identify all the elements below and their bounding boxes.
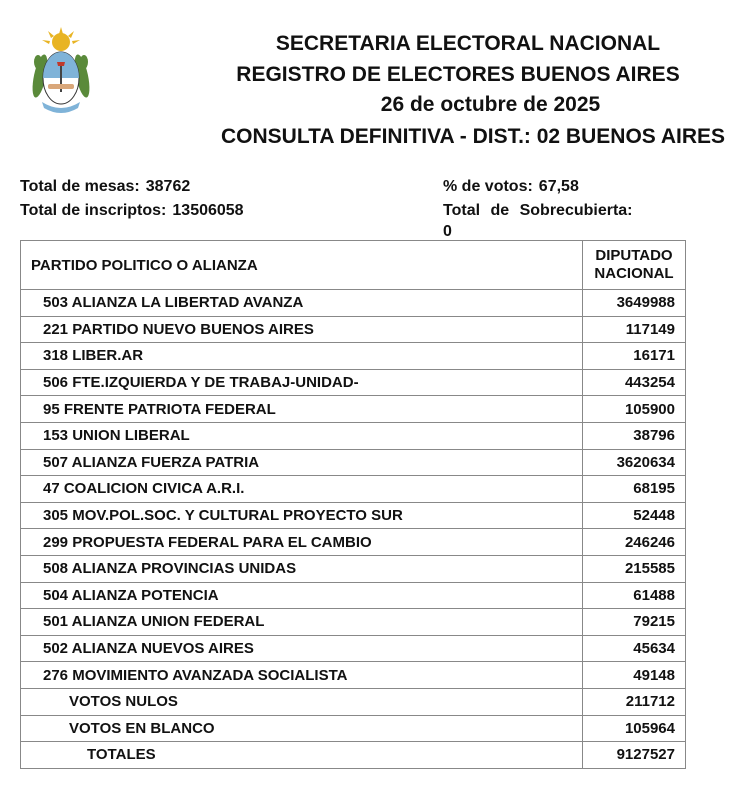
table-row [21, 635, 686, 662]
total-mesas-label: Total de mesas: [20, 178, 140, 195]
party-votes: 443254 [583, 369, 686, 396]
total-inscriptos [20, 202, 244, 220]
votos-nulos-row [21, 688, 686, 715]
party-name: 504 ALIANZA POTENCIA [21, 582, 583, 609]
table-row [21, 290, 686, 317]
votos-nulos-label: VOTOS NULOS [21, 688, 583, 715]
totales-row [21, 742, 686, 769]
party-name: 508 ALIANZA PROVINCIAS UNIDAS [21, 555, 583, 582]
party-votes: 246246 [583, 529, 686, 556]
table-row [21, 662, 686, 689]
column-header-votes [583, 241, 686, 290]
header-title: SECRETARIA ELECTORAL NACIONAL [275, 32, 661, 55]
table-row [21, 502, 686, 529]
party-name: 299 PROPUESTA FEDERAL PARA EL CAMBIO [21, 529, 583, 556]
party-votes: 52448 [583, 502, 686, 529]
total-mesas-value: 38762 [145, 178, 191, 195]
party-votes: 38796 [583, 422, 686, 449]
party-votes: 16171 [583, 343, 686, 370]
table-row [21, 609, 686, 636]
votos-blanco-value: 105964 [583, 715, 686, 742]
party-votes: 215585 [583, 555, 686, 582]
table-row [21, 449, 686, 476]
porcentaje-votos [443, 178, 579, 196]
totales-label: TOTALES [21, 742, 583, 769]
party-votes: 3649988 [583, 290, 686, 317]
total-mesas [20, 178, 190, 196]
party-name: 506 FTE.IZQUIERDA Y DE TRABAJ-UNIDAD- [21, 369, 583, 396]
party-votes: 68195 [583, 476, 686, 503]
party-name: 153 UNION LIBERAL [21, 422, 583, 449]
party-votes: 49148 [583, 662, 686, 689]
total-sobrecubierta-value: 0 [443, 223, 452, 240]
header-subtitle: REGISTRO DE ELECTORES BUENOS AIRES [236, 63, 680, 86]
column-header-votes-line2: NACIONAL [594, 265, 674, 282]
totales-value: 9127527 [583, 742, 686, 769]
party-name: 221 PARTIDO NUEVO BUENOS AIRES [21, 316, 583, 343]
party-votes: 3620634 [583, 449, 686, 476]
party-votes: 105900 [583, 396, 686, 423]
table-row [21, 476, 686, 503]
votos-blanco-row [21, 715, 686, 742]
total-sobrecubierta-label: Total de Sobrecubierta: [443, 202, 633, 219]
party-name: 276 MOVIMIENTO AVANZADA SOCIALISTA [21, 662, 583, 689]
party-name: 305 MOV.POL.SOC. Y CULTURAL PROYECTO SUR [21, 502, 583, 529]
table-row [21, 529, 686, 556]
porcentaje-votos-value: 67,58 [538, 178, 579, 195]
results-body [21, 290, 686, 769]
total-sobrecubierta [443, 202, 639, 220]
party-votes: 45634 [583, 635, 686, 662]
party-name: 47 COALICION CIVICA A.R.I. [21, 476, 583, 503]
party-name: 318 LIBER.AR [21, 343, 583, 370]
table-row [21, 316, 686, 343]
column-header-party: PARTIDO POLITICO O ALIANZA [21, 241, 583, 290]
table-row [21, 422, 686, 449]
table-row [21, 369, 686, 396]
argentina-coat-of-arms-icon [28, 26, 94, 116]
party-votes: 61488 [583, 582, 686, 609]
column-header-votes-line1: DIPUTADO [595, 247, 673, 264]
table-row [21, 396, 686, 423]
table-row [21, 555, 686, 582]
table-row [21, 343, 686, 370]
table-row [21, 582, 686, 609]
party-name: 503 ALIANZA LA LIBERTAD AVANZA [21, 290, 583, 317]
party-name: 501 ALIANZA UNION FEDERAL [21, 609, 583, 636]
header-date: 26 de octubre de 2025 [380, 93, 601, 116]
party-votes: 117149 [583, 316, 686, 343]
party-name: 95 FRENTE PATRIOTA FEDERAL [21, 396, 583, 423]
total-inscriptos-label: Total de inscriptos: [20, 202, 167, 219]
results-table [20, 240, 686, 769]
porcentaje-votos-label: % de votos: [443, 178, 533, 195]
votos-nulos-value: 211712 [583, 688, 686, 715]
party-name: 502 ALIANZA NUEVOS AIRES [21, 635, 583, 662]
party-name: 507 ALIANZA FUERZA PATRIA [21, 449, 583, 476]
table-header-row [21, 241, 686, 290]
votos-blanco-label: VOTOS EN BLANCO [21, 715, 583, 742]
total-inscriptos-value: 13506058 [172, 202, 244, 219]
party-votes: 79215 [583, 609, 686, 636]
header-district: CONSULTA DEFINITIVA - DIST.: 02 BUENOS AIRES [220, 125, 726, 148]
